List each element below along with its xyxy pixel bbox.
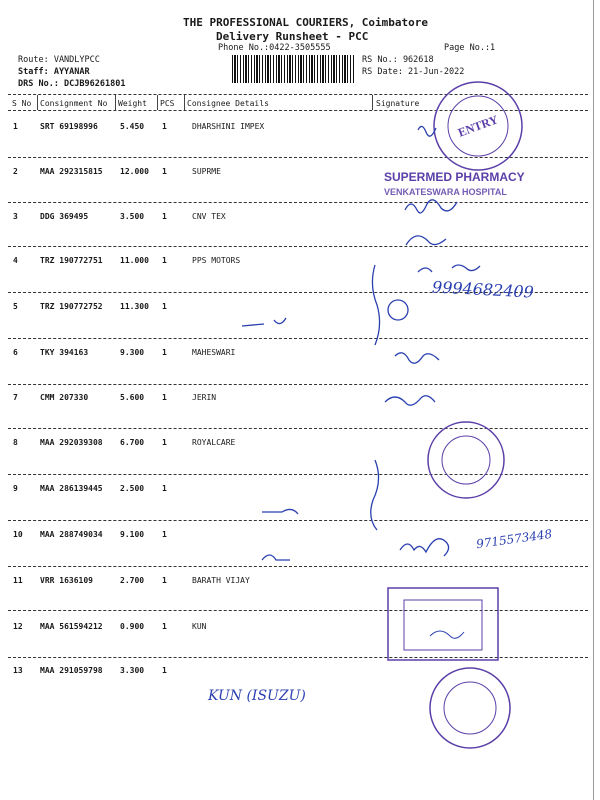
row-7-weight: 5.600 — [120, 393, 145, 402]
svg-text:ENTRY: ENTRY — [456, 112, 500, 140]
dharshini-seal — [434, 82, 522, 170]
row-10-weight: 9.100 — [120, 530, 145, 539]
col-consignment-header: Consignment No — [40, 99, 108, 108]
company-title: THE PROFESSIONAL COURIERS, Coimbatore — [183, 16, 429, 29]
handwritten-phone-1: 9994682409 — [431, 277, 535, 302]
row-13-pcs: 1 — [162, 666, 167, 675]
row-1-weight: 5.450 — [120, 122, 145, 131]
row-11-pcs: 1 — [162, 576, 167, 585]
row-7-pcs: 1 — [162, 393, 167, 402]
row-6-consignment: TKY 394163 — [40, 348, 89, 357]
row-2-consignee: SUPRME — [192, 167, 221, 176]
col-pcs-header: PCS — [160, 99, 175, 108]
row-5-pcs: 1 — [162, 302, 167, 311]
row-2-consignment: MAA 292315815 — [40, 167, 103, 176]
row-6-weight: 9.300 — [120, 348, 145, 357]
row-2-weight: 12.000 — [120, 167, 149, 176]
row-11-consignment: VRR 1636109 — [40, 576, 93, 585]
col-consignee-header: Consignee Details — [187, 99, 269, 108]
row-2-pcs: 1 — [162, 167, 167, 176]
row-11-consignee: BARATH VIJAY — [192, 576, 250, 585]
row-9-sno: 9 — [13, 484, 18, 493]
rectangular-stamp — [388, 588, 498, 660]
row-12-weight: 0.900 — [120, 622, 145, 631]
row-10-consignment: MAA 288749034 — [40, 530, 103, 539]
kun-isuzu-seal — [430, 668, 510, 748]
row-13-weight: 3.300 — [120, 666, 145, 675]
row-3-consignment: DDG 369495 — [40, 212, 89, 221]
drs-number: DRS No.: DCJB96261801 — [18, 79, 126, 89]
col-sno-header: S No — [12, 99, 32, 108]
row-9-consignment: MAA 286139445 — [40, 484, 103, 493]
supermed-stamp-line2: VENKATESWARA HOSPITAL — [384, 187, 507, 197]
row-8-consignment: MAA 292039308 — [40, 438, 103, 447]
row-8-weight: 6.700 — [120, 438, 145, 447]
col-signature-header: Signature — [376, 99, 420, 108]
row-8-pcs: 1 — [162, 438, 167, 447]
row-6-sno: 6 — [13, 348, 18, 357]
row-5-sno: 5 — [13, 302, 18, 311]
handwritten-phone-2: 9715573448 — [475, 526, 553, 552]
runsheet-subtitle: Delivery Runsheet - PCC — [216, 30, 369, 43]
row-3-pcs: 1 — [162, 212, 167, 221]
row-8-sno: 8 — [13, 438, 18, 447]
row-12-sno: 12 — [13, 622, 23, 631]
row-6-consignee: MAHESWARI — [192, 348, 236, 357]
handwritten-note: KUN (ISUZU) — [208, 688, 306, 704]
row-12-consignee: KUN — [192, 622, 207, 631]
row-3-consignee: CNV TEX — [192, 212, 226, 221]
row-4-consignment: TRZ 190772751 — [40, 256, 103, 265]
row-12-consignment: MAA 561594212 — [40, 622, 103, 631]
row-7-consignment: CMM 207330 — [40, 393, 89, 402]
row-10-pcs: 1 — [162, 530, 167, 539]
staff: Staff: AYYANAR — [18, 67, 90, 77]
row-11-sno: 11 — [13, 576, 23, 585]
row-13-consignment: MAA 291059798 — [40, 666, 103, 675]
row-12-pcs: 1 — [162, 622, 167, 631]
row-4-weight: 11.000 — [120, 256, 149, 265]
page-number: Page No.:1 — [444, 43, 496, 53]
row-13-sno: 13 — [13, 666, 23, 675]
col-weight-header: Weight — [118, 99, 147, 108]
supermed-stamp-line1: SUPERMED PHARMACY — [384, 170, 525, 184]
row-11-weight: 2.700 — [120, 576, 145, 585]
route: Route: VANDLYPCC — [18, 55, 100, 65]
row-5-consignment: TRZ 190772752 — [40, 302, 103, 311]
row-3-weight: 3.500 — [120, 212, 145, 221]
rs-number: RS No.: 962618 — [362, 55, 434, 65]
rs-date: RS Date: 21-Jun-2022 — [362, 67, 465, 77]
row-1-sno: 1 — [13, 122, 18, 131]
row-1-pcs: 1 — [162, 122, 167, 131]
row-10-sno: 10 — [13, 530, 23, 539]
row-9-weight: 2.500 — [120, 484, 145, 493]
royalcare-seal — [428, 422, 504, 498]
row-6-pcs: 1 — [162, 348, 167, 357]
row-4-pcs: 1 — [162, 256, 167, 265]
row-3-sno: 3 — [13, 212, 18, 221]
phone-number: Phone No.:0422-3505555 — [218, 43, 331, 53]
row-1-consignee: DHARSHINI IMPEX — [192, 122, 265, 131]
row-2-sno: 2 — [13, 167, 18, 176]
row-7-sno: 7 — [13, 393, 18, 402]
row-1-consignment: SRT 69198996 — [40, 122, 98, 131]
row-4-sno: 4 — [13, 256, 18, 265]
row-9-pcs: 1 — [162, 484, 167, 493]
row-4-consignee: PPS MOTORS — [192, 256, 241, 265]
row-7-consignee: JERIN — [192, 393, 217, 402]
row-5-weight: 11.300 — [120, 302, 149, 311]
row-8-consignee: ROYALCARE — [192, 438, 236, 447]
